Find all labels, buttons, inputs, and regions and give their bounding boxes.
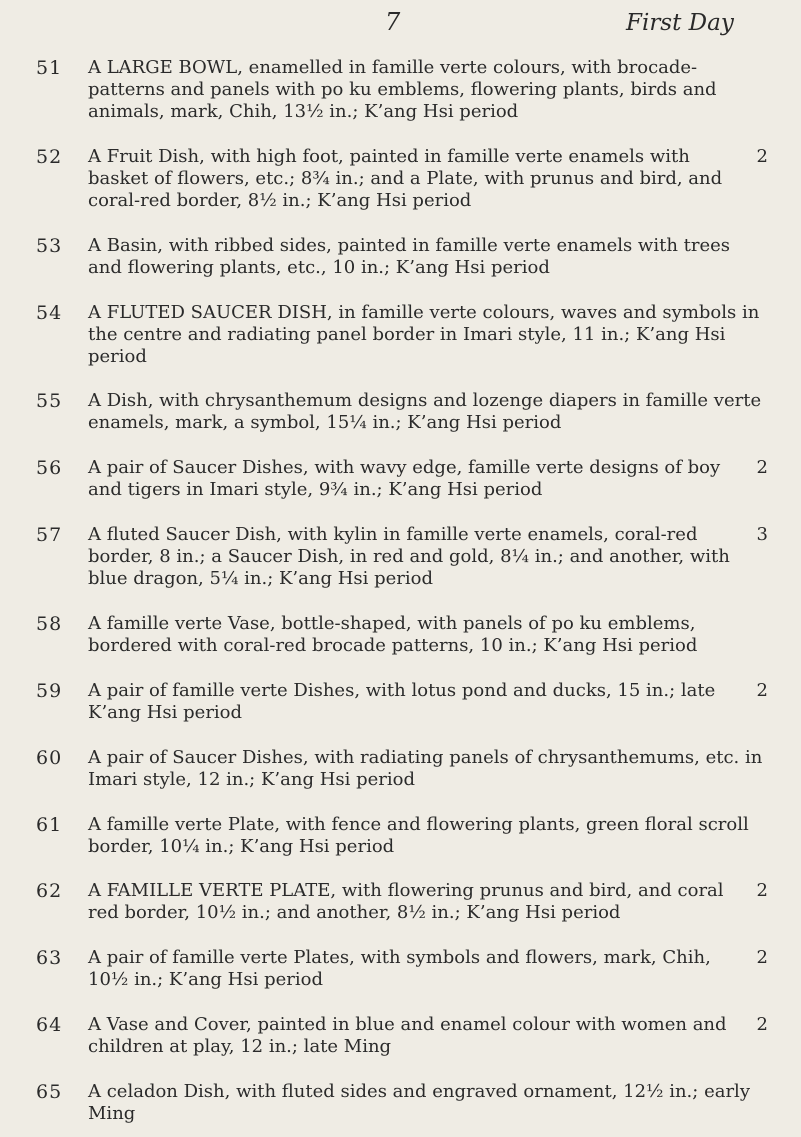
lot-description xyxy=(88,146,768,212)
lot-text: A Vase and Cover, painted in blue and enamel colour with women and children at play, 12 in.; late Ming xyxy=(88,1014,727,1058)
lot-quantity: 2 xyxy=(756,947,768,969)
lot-text: A Fruit Dish, with high foot, painted in famille verte enamels with basket of flowers, etc.; 8¾ in.; and a Plate, with prunus and bird, and coral-red border, 8½ in.; K’ang Hsi period xyxy=(88,145,723,211)
lot-text: A pair of famille verte Dishes, with lotus pond and ducks, 15 in.; late K’ang Hsi period xyxy=(88,679,716,723)
lot-number: 62 xyxy=(36,880,63,903)
lot-description xyxy=(88,947,768,991)
lot-number: 56 xyxy=(36,457,63,480)
lot-quantity: 2 xyxy=(756,145,768,167)
lot-description xyxy=(88,680,768,724)
lot-text: A famille verte Plate, with fence and flowering plants, green floral scroll border, 10¼ in.; K’ang Hsi period xyxy=(88,813,749,857)
lot-description xyxy=(88,880,768,924)
lot-description xyxy=(88,457,768,501)
lot-text: A FLUTED SAUCER DISH, in famille verte colours, waves and symbols in the centre and radiating panel border in Imari style, 11 in.; K’ang Hsi period xyxy=(88,301,760,367)
lot-description xyxy=(88,235,768,279)
lot-number: 58 xyxy=(36,613,63,635)
lot-quantity: 2 xyxy=(756,880,768,902)
lot-description xyxy=(88,302,768,368)
lot-description xyxy=(88,747,768,791)
lot-number: 61 xyxy=(36,813,63,836)
lot-text: A fluted Saucer Dish, with kylin in famille verte enamels, coral-red border, 8 in.; a Saucer Dish, in red and gold, 8¼ in.; and another, with blue dragon, 5¼ in.; K’ang Hsi period xyxy=(88,524,730,590)
lot-text: A celadon Dish, with fluted sides and engraved ornament, 12½ in.; early Ming xyxy=(88,1081,750,1124)
lot-description xyxy=(88,1081,768,1125)
lot-number: 52 xyxy=(36,145,63,168)
lot-quantity: 2 xyxy=(756,679,768,701)
lot-number: 51 xyxy=(36,57,63,79)
page-number: 7 xyxy=(385,8,401,36)
lot-text: A LARGE BOWL, enamelled in famille verte colours, with brocade-patterns and panels with po ku emblems, flowering plants, birds and animals, mark, Chih, 13½ in.; K’ang Hsi period xyxy=(88,57,717,122)
lot-number: 60 xyxy=(36,746,63,769)
lot-number: 57 xyxy=(36,524,63,547)
lot-number: 53 xyxy=(36,234,63,257)
lot-description xyxy=(88,390,768,434)
lot-text: A FAMILLE VERTE PLATE, with flowering prunus and bird, and coral red border, 10½ in.; and another, 8½ in.; K’ang Hsi period xyxy=(88,880,724,924)
lot-description xyxy=(88,814,768,858)
lot-text: A pair of Saucer Dishes, with radiating panels of chrysanthemums, etc. in Imari style, 12 in.; K’ang Hsi period xyxy=(88,746,763,790)
lot-number: 59 xyxy=(36,679,63,702)
lot-text: A Dish, with chrysanthemum designs and lozenge diapers in famille verte enamels, mark, a symbol, 15¼ in.; K’ang Hsi period xyxy=(88,390,762,434)
lot-quantity: 3 xyxy=(756,524,768,546)
lot-description xyxy=(88,524,768,590)
lot-description xyxy=(88,613,768,657)
lot-description xyxy=(88,1014,768,1058)
lot-number: 54 xyxy=(36,301,63,324)
lot-number: 65 xyxy=(36,1081,63,1103)
lot-text: A famille verte Vase, bottle-shaped, with panels of po ku emblems, bordered with coral-red brocade patterns, 10 in.; K’ang Hsi period xyxy=(88,613,698,656)
lot-text: A Basin, with ribbed sides, painted in famille verte enamels with trees and flowering plants, etc., 10 in.; K’ang Hsi period xyxy=(88,234,731,278)
lot-text: A pair of famille verte Plates, with symbols and flowers, mark, Chih, 10½ in.; K’ang Hsi period xyxy=(88,947,711,991)
lot-quantity: 2 xyxy=(756,457,768,479)
page-header xyxy=(0,8,801,44)
lot-number: 63 xyxy=(36,947,63,970)
lot-number: 64 xyxy=(36,1014,63,1037)
lot-description xyxy=(88,57,768,123)
lot-text: A pair of Saucer Dishes, with wavy edge, famille verte designs of boy and tigers in Imari style, 9¾ in.; K’ang Hsi period xyxy=(88,457,721,501)
lot-number: 55 xyxy=(36,390,63,413)
running-title: First Day xyxy=(626,10,734,36)
lot-quantity: 2 xyxy=(756,1014,768,1036)
